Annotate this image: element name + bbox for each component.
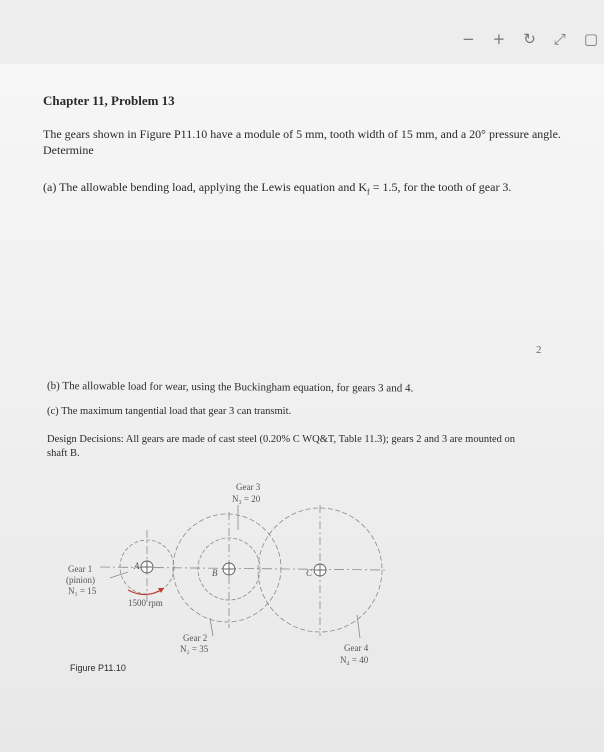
chapter-title: Chapter 11, Problem 13	[43, 93, 175, 108]
speed-label: 1500 rpm	[128, 598, 163, 608]
plus-icon[interactable]: +	[492, 30, 506, 48]
gear1-label: Gear 1	[68, 564, 93, 574]
gear4-teeth: N₄ = 40	[340, 655, 369, 665]
gear1-teeth: N₁ = 15	[68, 586, 97, 596]
gear2-label: Gear 2	[183, 633, 208, 643]
gear1-sub-label: (pinion)	[66, 575, 95, 585]
design-decisions: Design Decisions: All gears are made of cast steel (0.20% C WQ&T, Table 11.3); gears 2 and 3 are mounted on shaft B.	[47, 434, 516, 459]
minus-icon[interactable]: −	[462, 30, 475, 48]
point-c-label: C	[306, 568, 313, 578]
part-c: (c) The maximum tangential load that gear 3 can transmit.	[47, 406, 292, 417]
figure-caption: Figure P11.10	[70, 663, 126, 673]
gear4-label: Gear 4	[344, 643, 369, 653]
part-a-subscript: f	[367, 187, 370, 197]
gear3-label: Gear 3	[236, 482, 261, 492]
point-a-label: A	[134, 561, 140, 571]
point-b-label: B	[212, 568, 218, 578]
expand-icon[interactable]: ⤢	[553, 30, 566, 48]
gear3-teeth: N₃ = 20	[232, 494, 261, 504]
problem-intro: The gears shown in Figure P11.10 have a module of 5 mm, tooth width of 15 mm, and a 20° pressure angle. Determine	[43, 127, 561, 157]
gear2-teeth: N₂ = 35	[180, 644, 209, 654]
part-a-text: (a) The allowable bending load, applying the Lewis equation and K	[43, 180, 368, 194]
fullscreen-icon[interactable]: ▢	[583, 30, 598, 48]
rotate-icon[interactable]: ↻	[523, 30, 536, 48]
part-b: (b) The allowable load for wear, using the Buckingham equation, for gears 3 and 4.	[46, 380, 414, 395]
part-a-rest: = 1.5, for the tooth of gear 3.	[369, 180, 512, 194]
page-number: 2	[536, 344, 542, 356]
